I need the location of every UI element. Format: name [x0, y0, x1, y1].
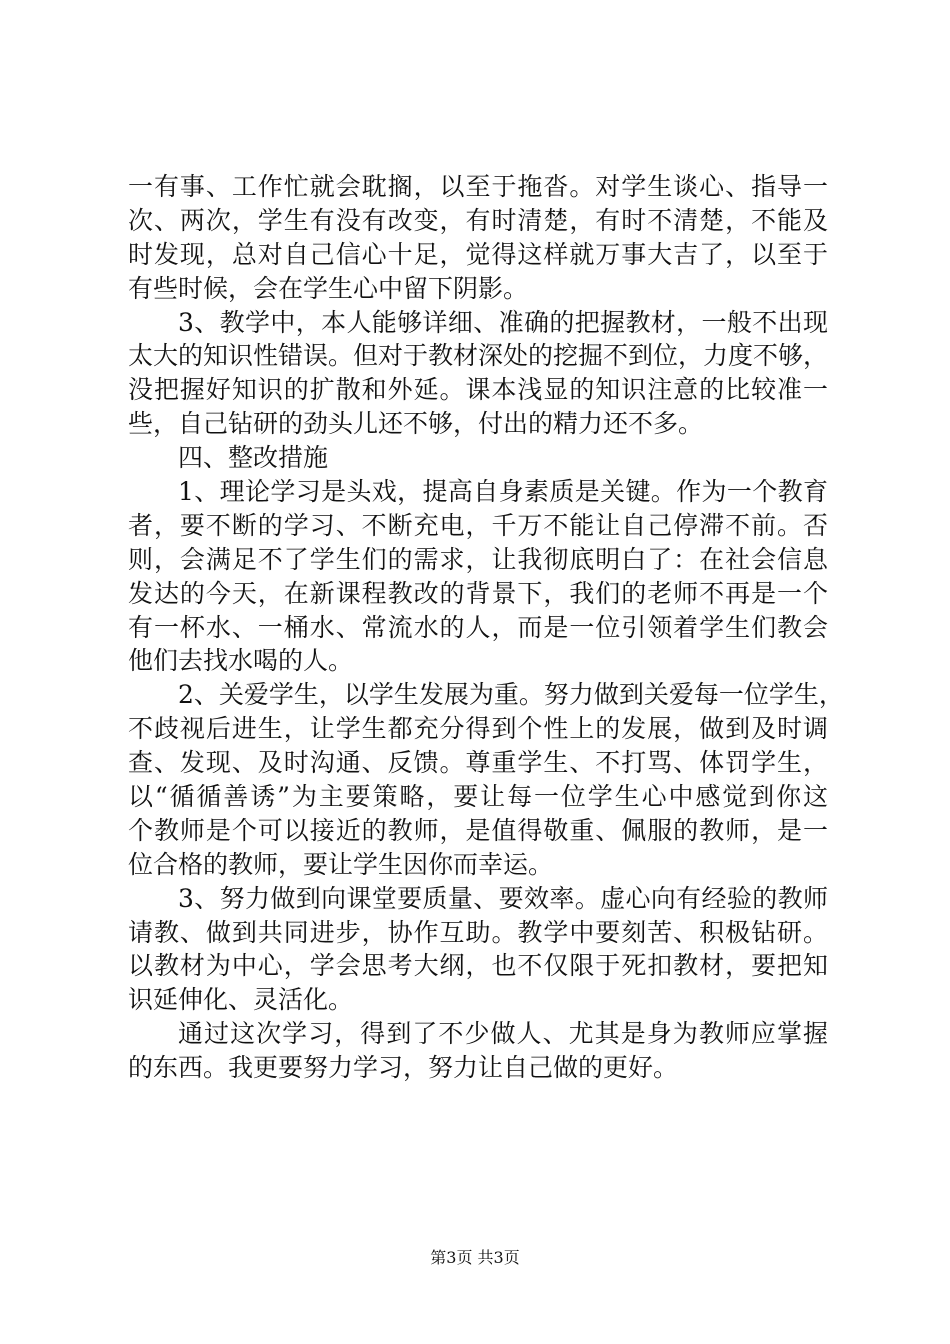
text-line: 发达的今天，在新课程教改的背景下，我们的老师不再是一个	[128, 578, 828, 608]
text-line: 四、整改措施	[178, 443, 329, 473]
text-line: 2、关爱学生，以学生发展为重。努力做到关爱每一位学生，	[178, 680, 844, 710]
text-line: 太大的知识性错误。但对于教材深处的挖掘不到位，力度不够，	[128, 341, 829, 371]
text-line: 以教材为中心，学会思考大纲，也不仅限于死扣教材，要把知	[128, 951, 828, 981]
text-line: 1、理论学习是头戏，提高自身素质是关键。作为一个教育	[178, 477, 828, 507]
text-line: 不歧视后进生，让学生都充分得到个性上的发展，做到及时调	[128, 714, 828, 744]
text-line: 一有事、工作忙就会耽搁，以至于拖沓。对学生谈心、指导一	[128, 172, 828, 201]
text-line: 3、努力做到向课堂要质量、要效率。虚心向有经验的教师	[178, 883, 828, 913]
text-line: 者，要不断的学习、不断充电，千万不能让自己停滞不前。否	[128, 510, 828, 540]
document-body	[128, 170, 844, 1085]
text-line: 次、两次，学生有没有改变，有时清楚，有时不清楚，不能及	[128, 205, 828, 235]
text-line: 些，自己钻研的劲头儿还不够，付出的精力还不多。	[128, 409, 704, 439]
text-line: 有些时候，会在学生心中留下阴影。	[128, 273, 529, 303]
text-line: 位合格的教师，要让学生因你而幸运。	[128, 849, 554, 879]
text-line: 没把握好知识的扩散和外延。课本浅显的知识注意的比较准一	[128, 375, 828, 405]
text-line: 个教师是个可以接近的教师，是值得敬重、佩服的教师，是一	[128, 815, 828, 845]
text-line: 通过这次学习，得到了不少做人、尤其是身为教师应掌握	[178, 1019, 828, 1049]
text-line: 查、发现、及时沟通、反馈。尊重学生、不打骂、体罚学生，	[128, 748, 828, 778]
text-line: 识延伸化、灵活化。	[128, 985, 354, 1015]
page-footer	[0, 1245, 950, 1268]
text-line: 以“循循善诱”为主要策略，要让每一位学生心中感觉到你这	[128, 782, 828, 812]
text-line: 3、教学中，本人能够详细、准确的把握教材，一般不出现	[178, 307, 828, 337]
text-line: 有一杯水、一桶水、常流水的人，而是一位引领着学生们教会	[128, 612, 828, 642]
text-line: 的东西。我更要努力学习，努力让自己做的更好。	[128, 1053, 679, 1083]
page-number-label: 第3页 共3页	[430, 1248, 520, 1267]
text-line: 时发现，总对自己信心十足，觉得这样就万事大吉了，以至于	[128, 239, 828, 269]
text-line: 他们去找水喝的人。	[128, 646, 354, 676]
text-line: 则，会满足不了学生们的需求，让我彻底明白了：在社会信息	[128, 544, 828, 574]
text-line: 请教、做到共同进步，协作互助。教学中要刻苦、积极钻研。	[128, 917, 828, 947]
